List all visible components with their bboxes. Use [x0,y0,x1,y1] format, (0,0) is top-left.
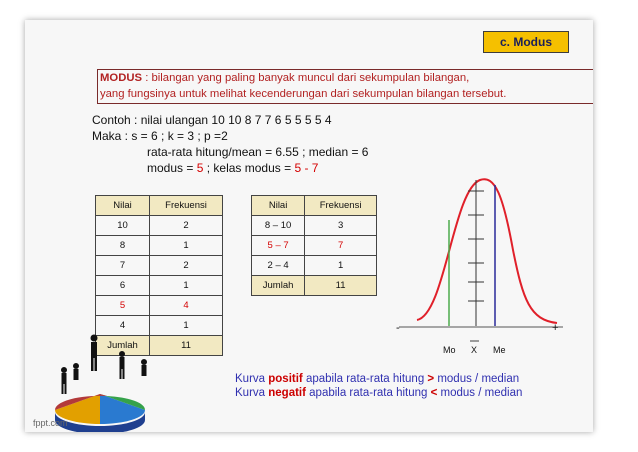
minus-label: - [396,322,400,334]
note-negative: Kurva negatif apabila rata-rata hitung < modus / median [235,387,523,399]
plus-label: + [552,322,559,334]
table-row-modus: 5 – 7 7 [252,236,377,256]
me-label: Me [493,345,506,355]
table-total-row: Jumlah 11 [96,336,223,356]
table-header-row: Nilai Frekuensi [96,196,223,216]
table-row: 6 1 [96,276,223,296]
xbar-label: X [471,345,478,355]
mo-label: Mo [443,345,456,355]
slide [25,20,593,432]
curve-note [235,372,522,400]
distribution-curve [417,179,557,323]
table-header-row: Nilai Frekuensi [252,196,377,216]
modus-value: 5 [196,161,204,175]
table-row: 8 – 10 3 [252,216,377,236]
table-row-modus: 5 4 [96,296,223,316]
definition-keyword: MODUS [100,72,143,84]
table-row: 7 2 [96,256,223,276]
table-row: 10 2 [96,216,223,236]
table-row: 8 1 [96,236,223,256]
definition-line2: yang fungsinya untuk melihat kecenderungan dari sekumpulan bilangan tersebut. [100,88,507,100]
example-line3: rata-rata hitung/mean = 6.55 ; median = 6 [147,145,369,159]
business-figures-clipart [47,332,155,432]
table-row: 2 – 4 1 [252,256,377,276]
table-total-row: Jumlah 11 [252,276,377,296]
example-line4: modus = 5 ; kelas modus = 5 - 7 [147,161,319,175]
table-row: 4 1 [96,316,223,336]
definition-line1: : bilangan yang paling banyak muncul dari sekumpulan bilangan, [142,72,470,84]
note-positive: Kurva positif apabila rata-rata hitung > modus / median [235,373,520,385]
example-line1: Contoh : nilai ulangan 10 10 8 7 7 6 5 5 5 5 4 [92,113,332,127]
footer-brand: fppt.com [33,418,68,428]
slide-title: c. Modus [483,31,569,53]
example-line2: Maka : s = 6 ; k = 3 ; p =2 [92,129,228,143]
kelas-modus-value: 5 - 7 [294,161,319,175]
